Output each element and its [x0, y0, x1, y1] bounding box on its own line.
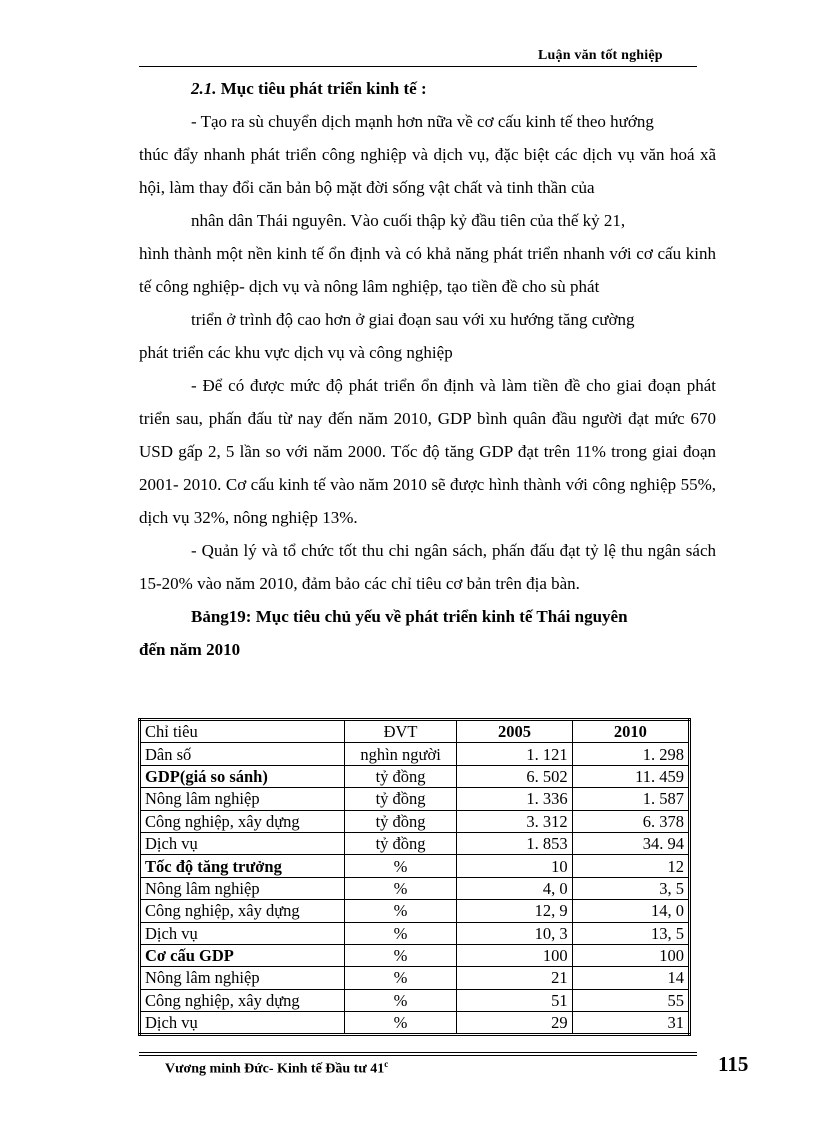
header-indicator: Chỉ tiêu [140, 720, 345, 743]
table-row [140, 900, 690, 922]
table-row [140, 877, 690, 899]
paragraph-6: phát triển các khu vực dịch vụ và công nghiệp [139, 343, 453, 362]
cell-2005: 10 [457, 855, 572, 877]
paragraph-1: - Tạo ra sù chuyển dịch mạnh hơn nữa về cơ cấu kinh tế theo hướng [191, 112, 654, 131]
cell-2010: 55 [572, 989, 689, 1011]
header-2010: 2010 [572, 720, 689, 743]
section-heading [139, 72, 716, 105]
cell-unit: tỷ đồng [344, 810, 456, 832]
cell-2010: 6. 378 [572, 810, 689, 832]
cell-2005: 1. 121 [457, 743, 572, 765]
cell-indicator: Dân số [140, 743, 345, 765]
cell-2010: 14, 0 [572, 900, 689, 922]
table-row [140, 788, 690, 810]
cell-2005: 29 [457, 1012, 572, 1035]
table-row [140, 944, 690, 966]
cell-indicator: Công nghiệp, xây dựng [140, 810, 345, 832]
cell-2010: 3, 5 [572, 877, 689, 899]
cell-2005: 21 [457, 967, 572, 989]
cell-2010: 11. 459 [572, 765, 689, 787]
cell-2010: 1. 298 [572, 743, 689, 765]
table-row [140, 765, 690, 787]
table-row [140, 967, 690, 989]
cell-unit: % [344, 922, 456, 944]
cell-unit: % [344, 877, 456, 899]
table-header-row [140, 720, 690, 743]
cell-indicator: Công nghiệp, xây dựng [140, 989, 345, 1011]
table-row [140, 1012, 690, 1035]
paragraph-5: triển ở trình độ cao hơn ở giai đoạn sau với xu hướng tăng cường [191, 310, 635, 329]
cell-2005: 3. 312 [457, 810, 572, 832]
cell-indicator: Nông lâm nghiệp [140, 877, 345, 899]
cell-unit: % [344, 989, 456, 1011]
table-row [140, 743, 690, 765]
cell-2005: 1. 853 [457, 832, 572, 854]
table-row [140, 810, 690, 832]
cell-2010: 14 [572, 967, 689, 989]
cell-unit: % [344, 944, 456, 966]
cell-unit: tỷ đồng [344, 788, 456, 810]
cell-indicator: Nông lâm nghiệp [140, 788, 345, 810]
cell-2005: 1. 336 [457, 788, 572, 810]
page-number: 115 [718, 1052, 749, 1076]
running-header: Luận văn tốt nghiệp [538, 48, 663, 63]
table-row [140, 922, 690, 944]
cell-2005: 100 [457, 944, 572, 966]
table-title-line1: Bảng19: Mục tiêu chủ yếu về phát triển kinh tế Thái nguyên [191, 607, 628, 626]
cell-2010: 12 [572, 855, 689, 877]
footer-rule [139, 1055, 697, 1056]
cell-indicator: Tốc độ tăng trưởng [140, 855, 345, 877]
footer-rule [139, 1052, 697, 1053]
header-unit: ĐVT [344, 720, 456, 743]
cell-2010: 100 [572, 944, 689, 966]
cell-2010: 31 [572, 1012, 689, 1035]
table-title-line2: đến năm 2010 [139, 640, 241, 659]
economic-targets-table [138, 718, 691, 1036]
table-row [140, 855, 690, 877]
cell-indicator: Dịch vụ [140, 922, 345, 944]
cell-2005: 51 [457, 989, 572, 1011]
footer-author [165, 1059, 388, 1078]
cell-unit: nghìn người [344, 743, 456, 765]
table-row [140, 832, 690, 854]
section-number: 2.1. [191, 79, 217, 98]
paragraph-7: - Để có được mức độ phát triển ổn định và làm tiền đề cho giai đoạn phát triển sau, phấn đấu từ nay đến năm 2010, GDP bình quân đầu người đạt mức 670 USD gấp 2, 5 lần so với năm 2000. Tốc độ tăng GDP đạt trên 11% trong giai đoạn 2001- 2010. Cơ cấu kinh tế vào năm 2010 sẽ được hình thành với công nghiệp 55%, dịch vụ 32%, nông nghiệp 13%. [139, 376, 716, 527]
cell-2005: 12, 9 [457, 900, 572, 922]
footer-author-text: Vương minh Đức- Kinh tế Đầu tư 41 [165, 1061, 385, 1077]
cell-2005: 10, 3 [457, 922, 572, 944]
cell-unit: % [344, 900, 456, 922]
cell-unit: tỷ đồng [344, 832, 456, 854]
paragraph-4: hình thành một nền kinh tế ổn định và có khả năng phát triển nhanh với cơ cấu kinh tế công nghiệp- dịch vụ và nông lâm nghiệp, tạo tiền đề cho sù phát [139, 244, 716, 296]
cell-indicator: Công nghiệp, xây dựng [140, 900, 345, 922]
cell-indicator: Cơ cấu GDP [140, 944, 345, 966]
paragraph-8: - Quản lý và tổ chức tốt thu chi ngân sách, phấn đấu đạt tỷ lệ thu ngân sách 15-20% vào năm 2010, đảm bảo các chỉ tiêu cơ bản trên địa bàn. [139, 541, 716, 593]
footer-author-sup: c [384, 1059, 389, 1069]
paragraph-2: thúc đẩy nhanh phát triển công nghiệp và dịch vụ, đặc biệt các dịch vụ văn hoá xã hội, làm thay đổi căn bản bộ mặt đời sống vật chất và tinh thần của [139, 145, 716, 197]
cell-2005: 4, 0 [457, 877, 572, 899]
cell-unit: % [344, 967, 456, 989]
page-content [139, 72, 716, 666]
cell-indicator: GDP(giá so sánh) [140, 765, 345, 787]
table-row [140, 989, 690, 1011]
cell-indicator: Nông lâm nghiệp [140, 967, 345, 989]
cell-2005: 6. 502 [457, 765, 572, 787]
section-title: Mục tiêu phát triển kinh tế : [216, 79, 427, 98]
header-rule [139, 66, 697, 67]
cell-indicator: Dịch vụ [140, 1012, 345, 1035]
cell-2010: 34. 94 [572, 832, 689, 854]
cell-2010: 13, 5 [572, 922, 689, 944]
header-2005: 2005 [457, 720, 572, 743]
cell-unit: % [344, 1012, 456, 1035]
cell-indicator: Dịch vụ [140, 832, 345, 854]
cell-unit: % [344, 855, 456, 877]
paragraph-3: nhân dân Thái nguyên. Vào cuối thập kỷ đầu tiên của thế kỷ 21, [191, 211, 626, 230]
cell-unit: tỷ đồng [344, 765, 456, 787]
cell-2010: 1. 587 [572, 788, 689, 810]
